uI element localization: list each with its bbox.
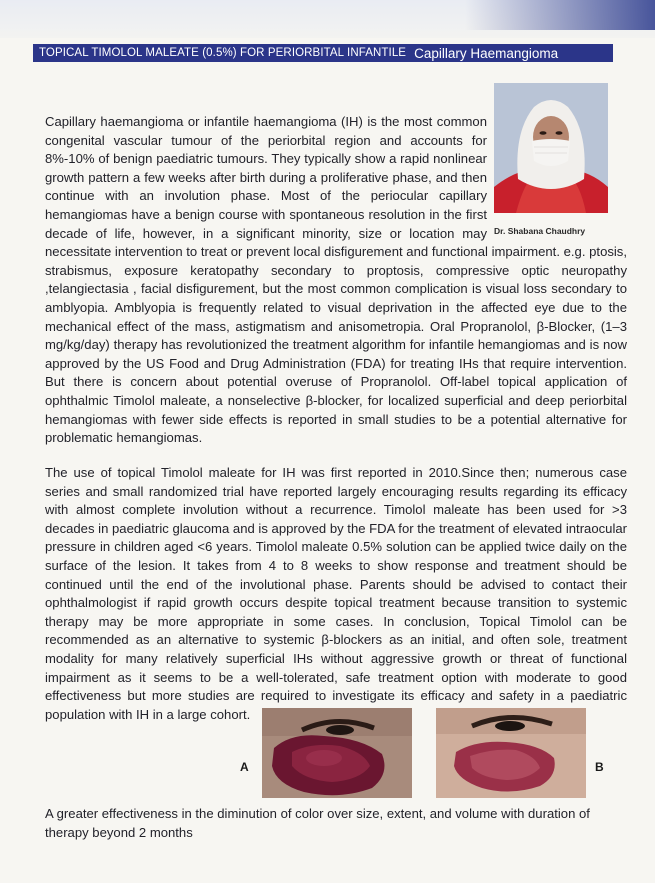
figure-a-label: A: [240, 760, 249, 774]
article-title: TOPICAL TIMOLOL MALEATE (0.5%) FOR PERIORBITAL INFANTILE: [39, 47, 407, 59]
portrait-wrap-space: [487, 113, 627, 241]
figure-b-photo: [436, 708, 586, 798]
figure-caption: A greater effectiveness in the diminution of color over size, extent, and volume with duration of therapy beyond 2 months: [45, 806, 590, 840]
paragraph-2: [45, 464, 627, 724]
paragraph-2-text: The use of topical Timolol maleate for IH was first reported in 2010.Since then; numerous case series and small randomized trial have reported largely encouraging results regarding its efficacy with almost complete involution without a recurrence. Timolol maleate has been used for >3 decades in paediatric glaucoma and is approved by the FDA for the treatment of elevated intraocular pressure in children aged <6 years. Timolol maleate 0.5% solution can be applied twice daily on the surface of the lesion. It takes from 4 to 8 weeks to show response and treatment should be continued until the end of the involutional phase. Parents should be advised to contact their ophthalmologist if rapid growth occurs despite topical treatment because transition to systemic therapy may be more appropriate in some cases. In conclusion, Topical Timolol can be recommended as an alternative to systemic β-blockers as an initial, and often sole, treatment modality for many relatively superficial IHs without aggressive growth or threat of functional impairment as it seems to be a well-tolerated, safe treatment option with moderate to good effectiveness but more studies are required to investigate its efficacy and safety in a paediatric population with IH in a large cohort.: [45, 465, 627, 722]
paragraph-1: [45, 113, 627, 448]
article-title-bar: [33, 44, 613, 62]
figure-b-label: B: [595, 760, 604, 774]
page-header-band: [0, 0, 655, 38]
paragraph-1-text: Capillary haemangioma or infantile haemangioma (IH) is the most common congenital vascular tumour of the periorbital region and accounts for 8%-10% of benign paediatric tumours. They typically show a rapid nonlinear growth pattern a few weeks after birth during a proliferative phase, and then continue with an involution phase. Most of the periocular capillary hemangiomas have a benign course with spontaneous resolution in the first decade of life, however, in a significant minority, size or location may necessitate intervention to treat or prevent local disfigurement and functional impairment. e.g. ptosis, strabismus, exposure keratopathy secondary to proptosis, compressive optic neuropathy ,telangiectasia , facial disfigurement, but the most common complication is visual loss secondary to amblyopia. Amblyopia is frequently related to visual deprivation in the affected eye due to the mechanical effect of the mass, astigmatism and anisometropia. Oral Propranolol, β-Blocker, (1–3 mg/kg/day) therapy has revolutionized the treatment algorithm for infantile hemangiomas and is now approved by the US Food and Drug Administration (FDA) for treating IHs that require intervention. But there is concern about potential overuse of Propranolol. Off-label topical application of ophthalmic Timolol maleate, a nonselective β-blocker, for localized superficial and deep periorbital hemangiomas with fewer side effects is reported in small studies to be a potential alternative for problematic hemangiomas.: [45, 114, 627, 446]
author-caption: Dr. Shabana Chaudhry: [494, 226, 586, 236]
article-subtitle: Capillary Haemangioma: [414, 45, 559, 61]
figure-a-photo: [262, 708, 412, 798]
